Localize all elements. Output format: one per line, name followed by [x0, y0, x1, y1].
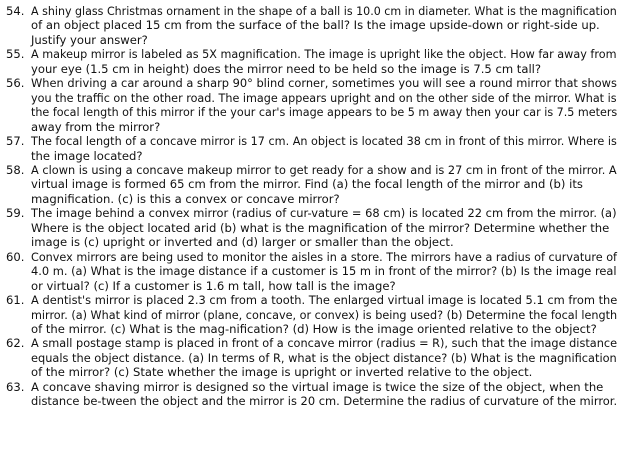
problem-number: 56. — [6, 76, 25, 91]
problem-line: The focal length of a concave mirror is 17 cm. An object is located 38 cm in front of this mirror. Where is — [31, 134, 617, 149]
problem-number: 57. — [6, 134, 25, 149]
problem-line: When driving a car around a sharp 90° blind corner, sometimes you will see a round mirror that shows — [31, 76, 617, 91]
problem-61 — [6, 293, 618, 336]
problem-text — [31, 134, 623, 163]
problem-55 — [6, 47, 618, 76]
problem-line: away from the mirror? — [31, 119, 161, 134]
problem-line: A shiny glass Christmas ornament in the shape of a ball is 10.0 cm in diameter. What is the magnification — [31, 4, 617, 18]
problem-line: or virtual? (c) If a customer is 1.6 m tall, how tall is the image? — [31, 278, 396, 293]
problem-number: 61. — [6, 293, 25, 308]
problem-line: virtual image is formed 65 cm from the mirror. Find (a) the focal length of the mirror and (b) its — [31, 177, 583, 192]
problem-text — [31, 163, 623, 206]
problem-line: Convex mirrors are being used to monitor the aisles in a store. The mirrors have a radius of curvature of — [31, 249, 618, 264]
problem-text — [31, 250, 623, 293]
problem-line: your eye (1.5 cm in height) does the mirror need to be held so the image is 7.5 cm tall? — [31, 61, 542, 76]
problem-text — [31, 336, 623, 379]
problem-56 — [6, 76, 618, 134]
problem-line: you the traffic on the other road. The image appears upright and on the other side of the mirror. What is — [31, 90, 617, 105]
problem-line: A clown is using a concave makeup mirror to get ready for a show and is 27 cm in front of the mirror. A — [31, 162, 617, 177]
problem-line: A concave shaving mirror is designed so the virtual image is twice the size of the object, when the — [31, 379, 604, 394]
problem-text — [31, 76, 623, 134]
problem-line: mirror. (a) What kind of mirror (plane, concave, or convex) is being used? (b) Determine the focal length — [31, 307, 618, 322]
problem-60 — [6, 250, 618, 293]
problem-number: 62. — [6, 336, 25, 351]
problem-text — [31, 47, 623, 76]
problem-line: the focal length of this mirror if the your car's image appears to be 5 m away then your car is 7.5 meters — [31, 105, 618, 120]
problem-line: of the mirror. (c) What is the mag-nification? (d) How is the image oriented relative to the object? — [31, 321, 597, 336]
problem-57 — [6, 134, 618, 163]
problem-line: 4.0 m. (a) What is the image distance if a customer is 15 m in front of the mirror? (b) Is the image real — [31, 264, 617, 279]
problem-number: 54. — [6, 4, 25, 18]
problem-text — [31, 206, 623, 249]
problem-text — [31, 380, 623, 409]
problem-line: Where is the object located arid (b) what is the magnification of the mirror? Determine whether the — [31, 220, 610, 235]
problem-63 — [6, 380, 618, 409]
problem-text — [31, 4, 623, 47]
problem-line: equals the object distance. (a) In terms of R, what is the object distance? (b) What is the magnification — [31, 350, 617, 365]
problem-number: 55. — [6, 47, 25, 62]
problem-58 — [6, 163, 618, 206]
problem-line: A dentist's mirror is placed 2.3 cm from a tooth. The enlarged virtual image is located 5.1 cm from the — [31, 293, 618, 308]
problem-line: A small postage stamp is placed in front of a concave mirror (radius = R), such that the image distance — [31, 336, 618, 351]
problem-54 — [6, 4, 618, 47]
problem-line: image is (c) upright or inverted and (d) larger or smaller than the object. — [31, 235, 454, 250]
problem-number: 59. — [6, 206, 25, 221]
problem-line: of an object placed 15 cm from the surface of the ball? Is the image upside-down or right-side up. — [31, 18, 600, 33]
problem-number: 58. — [6, 162, 25, 177]
problem-line: A makeup mirror is labeled as 5X magnification. The image is upright like the object. How far away from — [31, 47, 617, 62]
problem-line: distance be-tween the object and the mirror is 20 cm. Determine the radius of curvature of the mirror. — [31, 394, 618, 409]
problem-59 — [6, 206, 618, 249]
problem-line: of the mirror? (c) State whether the image is upright or inverted relative to the object. — [31, 365, 533, 380]
problem-list — [6, 4, 618, 409]
problem-number: 60. — [6, 249, 25, 264]
problem-line: The image behind a convex mirror (radius of cur-vature = 68 cm) is located 22 cm from the mirror. (a) — [31, 206, 617, 221]
problem-62 — [6, 336, 618, 379]
problem-line: the image located? — [31, 148, 143, 163]
problem-number: 63. — [6, 379, 25, 394]
problem-line: magnification. (c) is this a convex or concave mirror? — [31, 191, 340, 206]
problem-line: Justify your answer? — [31, 32, 148, 47]
problem-text — [31, 293, 623, 336]
